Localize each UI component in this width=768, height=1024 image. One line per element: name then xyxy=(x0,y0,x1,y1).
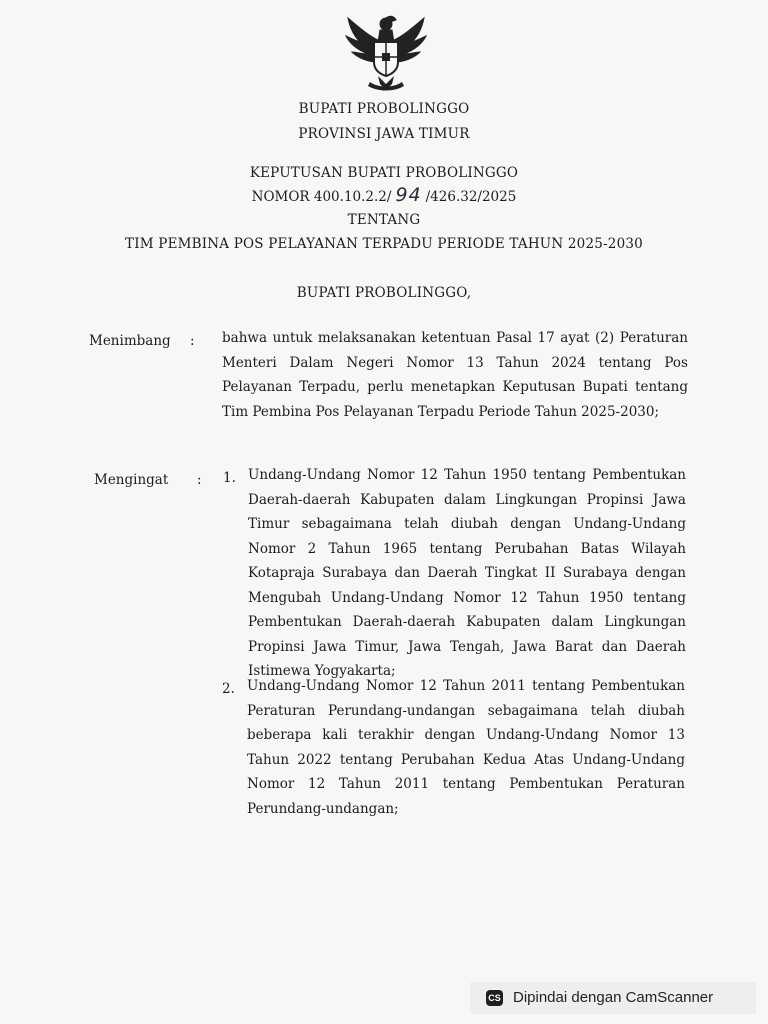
menimbang-text: bahwa untuk melaksanakan ketentuan Pasal 17 ayat (2) Peraturan Menteri Dalam Negeri Nomor 13 Tahun 2024 tentang Pos Pelayanan Terpadu, perlu menetapkan Keputusan Bupati tentang Tim Pembina Pos Pelayanan Terpadu Periode Tahun 2025-2030; xyxy=(222,330,688,420)
mengingat-label: Mengingat xyxy=(94,472,169,488)
camscanner-label: Dipindai dengan CamScanner xyxy=(513,989,714,1006)
decree-tentang: TENTANG xyxy=(347,212,421,228)
garuda-emblem-icon xyxy=(340,12,432,96)
decree-subject: TIM PEMBINA POS PELAYANAN TERPADU PERIODE TAHUN 2025-2030 xyxy=(125,236,643,252)
camscanner-watermark xyxy=(470,982,756,1014)
mengingat-item-number: 2. xyxy=(222,681,235,697)
decree-number-prefix: NOMOR 400.10.2.2/ xyxy=(251,189,392,205)
header-province: PROVINSI JAWA TIMUR xyxy=(298,126,470,142)
mengingat-item-text: Undang-Undang Nomor 12 Tahun 1950 tentang Pembentukan Daerah-daerah Kabupaten dalam Lingkungan Propinsi Jawa Timur sebagaimana telah diubah dengan Undang-Undang Nomor 2 Tahun 1965 tentang Perubahan Batas Wilayah Kotapraja Surabaya dan Daerah Tingkat II Surabaya dengan Mengubah Undang-Undang Nomor 12 Tahun 1950 tentang Pembentukan Daerah-daerah Kabupaten dalam Lingkungan Propinsi Jawa Timur, Jawa Tengah, Jawa Barat dan Daerah Istimewa Yogyakarta; xyxy=(248,467,686,679)
decree-issuer: BUPATI PROBOLINGGO, xyxy=(296,285,472,301)
decree-title: KEPUTUSAN BUPATI PROBOLINGGO xyxy=(249,165,519,181)
decree-number-handwritten: 94 xyxy=(395,184,422,206)
mengingat-colon: : xyxy=(197,472,202,488)
menimbang-colon: : xyxy=(190,333,195,349)
decree-number-suffix: /426.32/2025 xyxy=(425,189,517,205)
camscanner-logo-icon: CS xyxy=(486,990,503,1006)
menimbang-label: Menimbang xyxy=(89,333,171,349)
mengingat-item-number: 1. xyxy=(223,470,236,486)
decree-number xyxy=(0,184,768,206)
mengingat-item-text: Undang-Undang Nomor 12 Tahun 2011 tentang Pembentukan Peraturan Perundang-undangan sebagaimana telah diubah beberapa kali terakhir dengan Undang-Undang Nomor 13 Tahun 2022 tentang Perubahan Kedua Atas Undang-Undang Nomor 12 Tahun 2011 tentang Pembentukan Peraturan Perundang-undangan; xyxy=(247,678,685,817)
header-official: BUPATI PROBOLINGGO xyxy=(298,101,470,117)
